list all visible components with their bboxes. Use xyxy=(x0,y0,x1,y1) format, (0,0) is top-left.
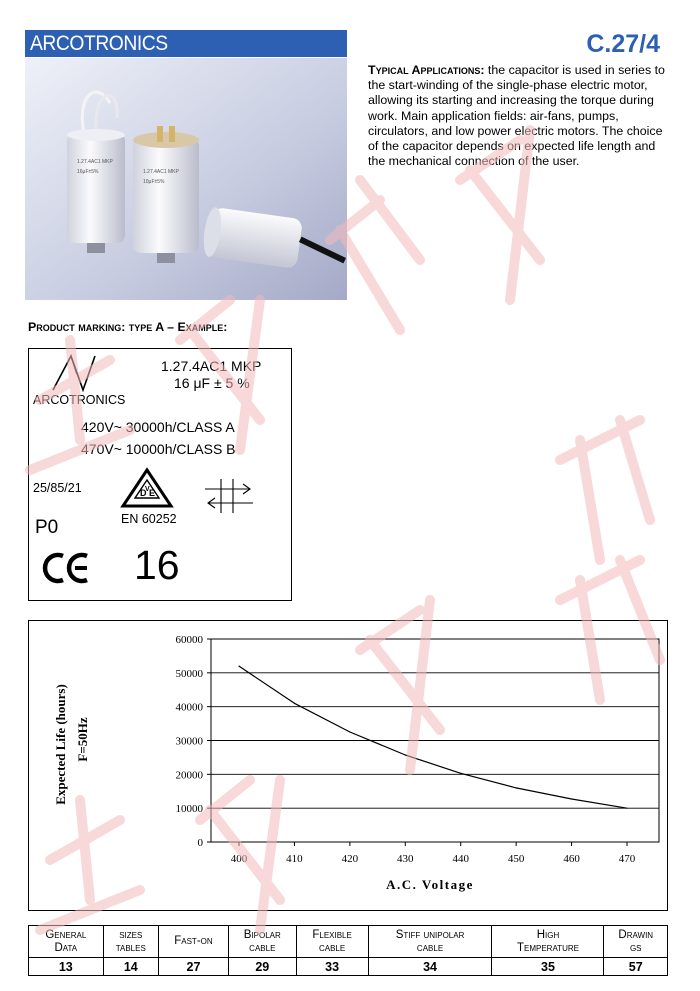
page-index-label-line: cable xyxy=(416,941,444,954)
data-point xyxy=(294,703,295,704)
ce-mark-icon xyxy=(41,551,93,585)
data-point xyxy=(516,787,517,788)
page-index-label-line: sizes xyxy=(119,928,143,941)
data-point xyxy=(238,665,239,666)
typical-applications xyxy=(368,63,668,169)
page-index-number[interactable]: 27 xyxy=(158,958,228,976)
page-index-label xyxy=(296,926,368,958)
applications-lead: Typical Applications: xyxy=(368,63,485,77)
page-index-number[interactable]: 33 xyxy=(296,958,368,976)
brand-name: ARCOTRONICS xyxy=(30,32,168,55)
page-index-number[interactable]: 14 xyxy=(103,958,158,976)
marking-heading: Product marking: type A – Example: xyxy=(28,320,228,334)
x-tick-label: 410 xyxy=(286,853,303,865)
page-index-label xyxy=(229,926,297,958)
page-index-number[interactable]: 29 xyxy=(229,958,297,976)
data-point xyxy=(349,731,350,732)
svg-text:16µF±5%: 16µF±5% xyxy=(77,169,99,175)
y-tick-label: 10000 xyxy=(175,803,203,816)
page-index-label xyxy=(158,926,228,958)
page-index-label xyxy=(604,926,668,958)
arcotronics-logo-icon xyxy=(51,354,97,392)
x-axis-label: A.C. Voltage xyxy=(386,877,474,892)
page-index-label-line: cable xyxy=(249,941,276,954)
data-point xyxy=(405,754,406,755)
page-index-label-line: Stiff unipolar xyxy=(395,928,465,941)
svg-text:1.27.4AC1 MKP: 1.27.4AC1 MKP xyxy=(77,159,113,165)
svg-text:D: D xyxy=(140,488,147,498)
page-index-label-line: Bipolar xyxy=(243,928,281,941)
page-index-number[interactable]: 13 xyxy=(29,958,104,976)
rating-class-a: 420V~ 30000h/CLASS A xyxy=(81,419,235,435)
x-tick-label: 420 xyxy=(341,853,359,865)
page-index-table xyxy=(28,925,668,976)
y-axis-sublabel: F=50Hz xyxy=(75,717,90,762)
page-index-label-line: tables xyxy=(115,941,146,954)
life-chart-svg xyxy=(29,621,667,910)
svg-text:10µF±5%: 10µF±5% xyxy=(143,179,165,185)
x-tick-label: 400 xyxy=(230,853,248,865)
data-point xyxy=(460,773,461,774)
motor-symbol-icon xyxy=(203,477,255,515)
life-chart xyxy=(28,620,668,911)
page-index-label-line: Flexible xyxy=(312,928,352,941)
page-index-label-line: gs xyxy=(629,941,642,954)
page-index-number[interactable]: 34 xyxy=(368,958,492,976)
data-point xyxy=(571,798,572,799)
x-tick-label: 440 xyxy=(452,853,469,865)
type-code: 1.27.4AC1 MKP xyxy=(161,358,262,374)
page-index-label xyxy=(29,926,104,958)
page-index-label xyxy=(492,926,604,958)
x-tick-label: 430 xyxy=(397,853,414,865)
page-index-label xyxy=(368,926,492,958)
dve-approval-icon xyxy=(119,466,175,510)
protection-class: P0 xyxy=(35,517,59,538)
x-tick-label: 450 xyxy=(507,853,525,865)
page-index-label-line: Data xyxy=(54,941,78,954)
rating-class-b: 470V~ 10000h/CLASS B xyxy=(81,441,236,457)
y-tick-label: 20000 xyxy=(175,769,203,782)
climatic-category: 25/85/21 xyxy=(33,481,82,495)
marking-example-box xyxy=(28,348,292,601)
x-tick-label: 470 xyxy=(618,853,636,865)
y-tick-label: 50000 xyxy=(175,667,203,680)
standard: EN 60252 xyxy=(121,512,177,526)
page-index-number[interactable]: 35 xyxy=(492,958,604,976)
series-line xyxy=(239,666,627,808)
y-tick-label: 30000 xyxy=(175,735,203,748)
x-tick-label: 460 xyxy=(563,853,580,865)
page-index-label-line: General xyxy=(45,928,87,941)
svg-text:1.27.4AC1 MKP: 1.27.4AC1 MKP xyxy=(143,169,179,175)
svg-text:V: V xyxy=(145,486,150,493)
page-index-label xyxy=(103,926,158,958)
capacitance-marking: 16 xyxy=(134,542,180,588)
product-photo xyxy=(25,58,347,300)
logo-text: ARCOTRONICS xyxy=(33,393,126,407)
page-index-number[interactable]: 57 xyxy=(604,958,668,976)
y-tick-label: 40000 xyxy=(175,701,203,714)
page-index-label-line: Temperature xyxy=(516,941,579,954)
data-point xyxy=(626,808,627,809)
y-tick-label: 0 xyxy=(197,837,203,849)
svg-text:E: E xyxy=(149,488,156,498)
y-tick-label: 60000 xyxy=(175,634,203,646)
page-index-label-line: cable xyxy=(318,941,346,954)
y-axis-label: Expected Life (hours) xyxy=(53,684,68,805)
page-index-label-line: Fast-on xyxy=(174,935,213,947)
page-index-label-line: High xyxy=(536,928,560,941)
page-code: C.27/4 xyxy=(586,30,660,58)
applications-text: the capacitor is used in series to the start-winding of the single-phase electric motor, allowing its starting and increasing the torque during work. Main application fields: air-fans, pumps, circulators, and low power electric motors. The choice of the capacitor depends on expected life length and the mechanical connection of the user. xyxy=(368,63,665,169)
capacitance-value: 16 μF ± 5 % xyxy=(174,375,250,391)
page-index-label-line: Drawin xyxy=(618,928,654,941)
